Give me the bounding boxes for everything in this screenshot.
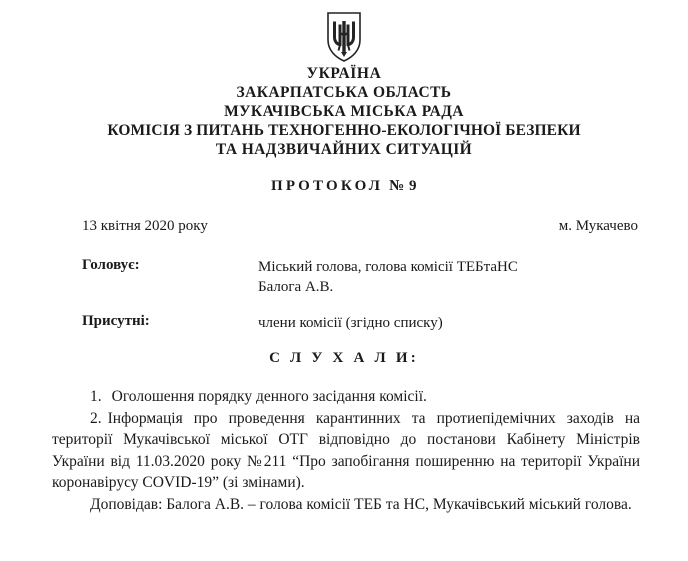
header-line-emergencies: ТА НАДЗВИЧАЙНИХ СИТУАЦІЙ bbox=[215, 141, 473, 158]
header-line-council: МУКАЧІВСЬКА МІСЬКА РАДА bbox=[224, 103, 464, 120]
document-place: м. Мукачево bbox=[558, 218, 638, 234]
agenda-item-2-text: Інформація про проведення карантинних та протиепідемічних заходів на території Мукачівської міської ОТГ відповідно до постанови Кабінету Міністрів України від 11.03.2020 року №211 “Про запобігання поширенню на території України коронавірусу COVID-19” (зі змінами). bbox=[52, 409, 640, 491]
chairperson-row bbox=[82, 257, 642, 297]
document-date: 13 квітня 2020 року bbox=[82, 218, 208, 234]
reporter-text: Доповідав: Балога А.В. – голова комісії ТЕБ та НС, Мукачівський міський голова. bbox=[90, 495, 632, 513]
document-header bbox=[0, 64, 688, 159]
protocol-title bbox=[0, 178, 688, 195]
protocol-word: ПРОТОКОЛ bbox=[271, 178, 384, 194]
agenda-item-1-text: Оголошення порядку денного засідання комісії. bbox=[111, 388, 427, 405]
agenda-item-2 bbox=[52, 408, 640, 494]
header-line-region: ЗАКАРПАТСЬКА ОБЛАСТЬ bbox=[236, 84, 452, 101]
header-line-commission: КОМІСІЯ З ПИТАНЬ ТЕХНОГЕННО-ЕКОЛОГІЧНОЇ БЕЗПЕКИ bbox=[107, 122, 581, 139]
agenda-items bbox=[52, 386, 640, 515]
protocol-number: № 9 bbox=[389, 178, 417, 194]
ukraine-trident-icon bbox=[326, 12, 362, 62]
attendees-row bbox=[82, 313, 642, 333]
coat-of-arms-container bbox=[0, 12, 688, 62]
chairperson-name: Балога А.В. bbox=[258, 279, 334, 295]
chairperson-value bbox=[258, 257, 642, 297]
date-place-row bbox=[82, 218, 638, 235]
agenda-item-2-number: 2. bbox=[90, 409, 102, 427]
header-line-country: УКРАЇНА bbox=[306, 65, 382, 82]
attendees-label: Присутні: bbox=[82, 313, 150, 329]
section-heading-heard: С Л У Х А Л И: bbox=[269, 350, 419, 366]
attendees-value: члени комісії (згідно списку) bbox=[258, 315, 443, 331]
reporter-paragraph bbox=[52, 494, 640, 516]
chairperson-position: Міський голова, голова комісії ТЕБтаНС bbox=[258, 259, 518, 275]
agenda-item-1 bbox=[52, 386, 640, 408]
chairperson-label: Головує: bbox=[82, 257, 140, 273]
agenda-item-1-number: 1. bbox=[90, 388, 102, 405]
